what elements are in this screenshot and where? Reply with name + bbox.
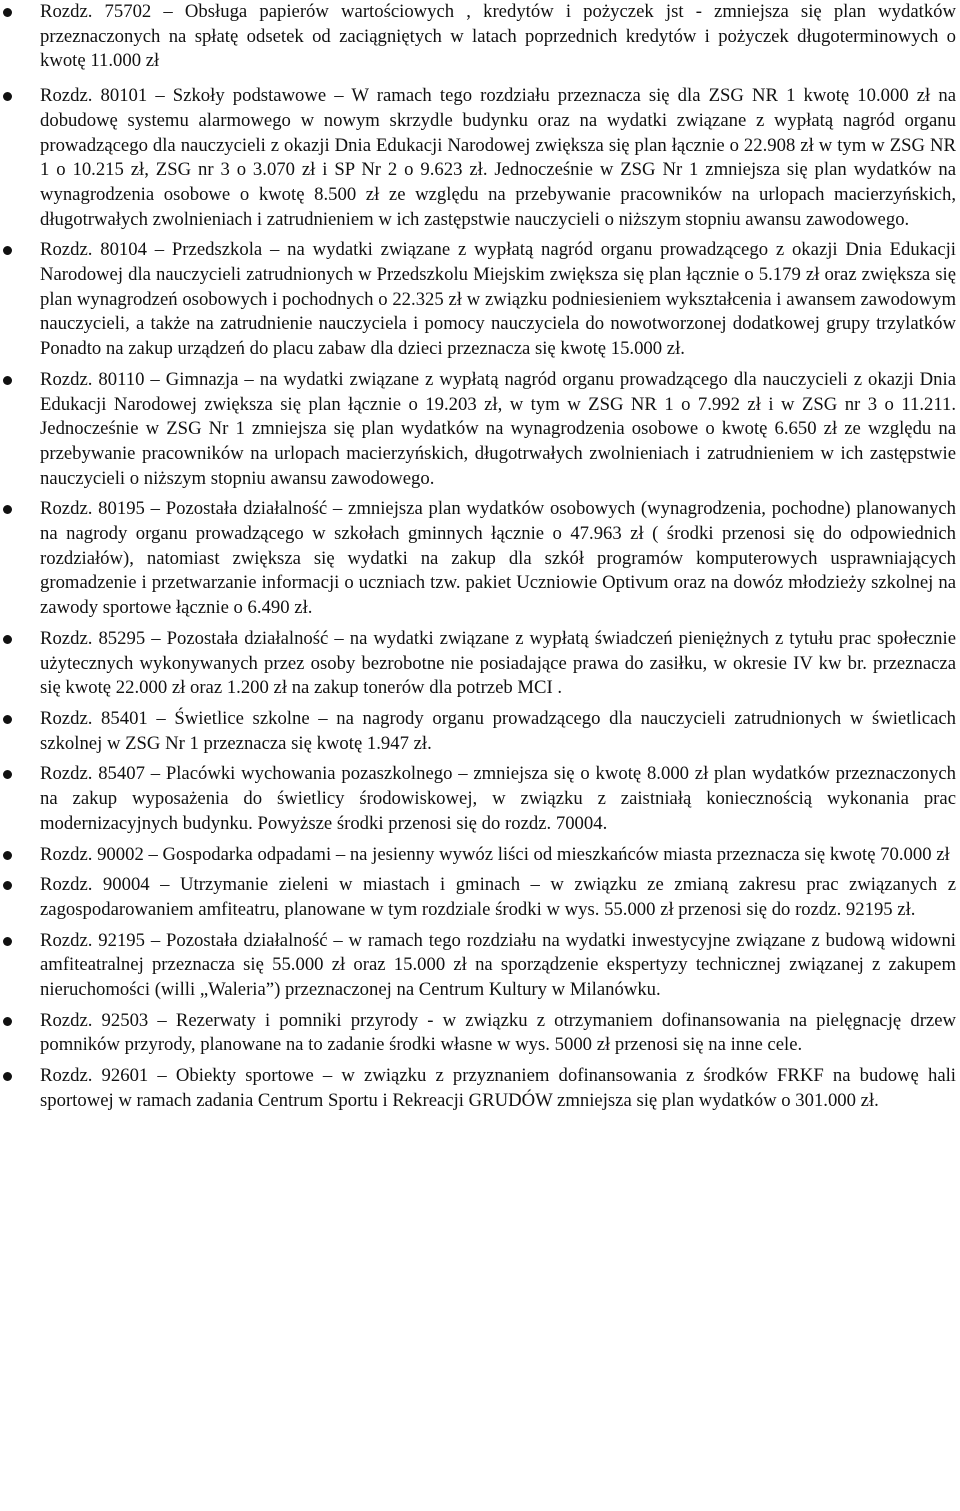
list-item-92601 <box>0 1064 956 1113</box>
bullet-icon <box>3 937 12 946</box>
list-item-92195 <box>0 929 956 1003</box>
list-item-80195 <box>0 497 956 621</box>
paragraph-text: Rozdz. 80110 – Gimnazja – na wydatki związane z wypłatą nagród organu prowadzącego dla nauczycieli z okazji Dnia Edukacji Narodowej zwiększa się plan łącznie o 19.203 zł, w tym w ZSG NR 1 o 7.992 zł i w ZSG nr 3 o 11.211. Jednocześnie w ZSG Nr 1 zmniejsza się plan wydatków na wynagrodzenia osobowe o kwotę 6.650 zł ze względu na przebywanie pracowników na urlopach macierzyńskich, długotrwałych zwolnieniach i zatrudnieniem w ich zastępstwie nauczycieli o niższym stopniu awansu zawodowego. <box>40 368 956 489</box>
bullet-icon <box>3 246 12 255</box>
list-item-75702 <box>0 0 956 74</box>
list-item-90002 <box>0 843 956 868</box>
bullet-icon <box>3 92 12 101</box>
bullet-icon <box>3 376 12 385</box>
bullet-icon <box>3 770 12 779</box>
bullet-icon <box>3 1072 12 1081</box>
list-item-85407 <box>0 762 956 836</box>
list-item-85401 <box>0 707 956 756</box>
paragraph-text: Rozdz. 75702 – Obsługa papierów wartościowych , kredytów i pożyczek jst - zmniejsza się plan wydatków przeznaczonych na spłatę odsetek od zaciągniętych w latach poprzednich kredytów i pożyczek długoterminowych o kwotę 11.000 zł <box>40 1 956 72</box>
list-item-90004 <box>0 873 956 922</box>
paragraph-text: Rozdz. 80101 – Szkoły podstawowe – W ramach tego rozdziału przeznacza się dla ZSG NR 1 kwotę 10.000 zł na dobudowę systemu alarmowego w nowym skrzydle budynku oraz na wydatki związane z wypłatą nagród organu prowadzącego dla nauczycieli z okazji Dnia Edukacji Narodowej zwiększa się plan łącznie o 22.908 zł w tym w ZSG NR 1 o 10.215 zł, ZSG nr 3 o 3.070 zł i SP Nr 2 o 9.623 zł. Jednocześnie w ZSG Nr 1 zmniejsza się plan wydatków na wynagrodzenia osobowe o kwotę 8.500 zł ze względu na przebywanie pracowników na urlopach macierzyńskich, długotrwałych zwolnieniach i zatrudnieniem w ich zastępstwie nauczycieli o niższym stopniu awansu zawodowego. <box>40 85 956 230</box>
list-item-92503 <box>0 1009 956 1058</box>
paragraph-text: Rozdz. 80195 – Pozostała działalność – zmniejsza plan wydatków osobowych (wynagrodzenia, pochodne) planowanych na nagrody organu prowadzącego w szkołach gminnych łącznie o 47.963 zł ( środki przenosi się do odpowiednich rozdziałów), natomiast zwiększa się wydatki na zakup dla szkół programów komputerowych usprawniających gromadzenie i przetwarzanie informacji o uczniach tzw. pakiet Uczniowie Optivum oraz na dowóz młodzieży szkolnej na zawody sportowe łącznie o 6.490 zł. <box>40 498 956 619</box>
paragraph-text: Rozdz. 85295 – Pozostała działalność – na wydatki związane z wypłatą świadczeń pieniężnych z tytułu prac społecznie użytecznych wykonywanych przez osoby bezrobotne nie posiadające prawa do zasiłku, w okresie IV kw br. przeznacza się kwotę 22.000 zł oraz 1.200 zł na zakup tonerów dla potrzeb MCI . <box>40 627 956 699</box>
paragraph-text: Rozdz. 85407 – Placówki wychowania pozaszkolnego – zmniejsza się o kwotę 8.000 zł plan wydatków przeznaczonych na zakup wyposażenia do świetlicy środowiskowej, w związku z zaistniałą koniecznością wykonania prac modernizacyjnych budynku. Powyższe środki przenosi się do rozdz. 70004. <box>40 763 956 834</box>
paragraph-text: Rozdz. 90004 – Utrzymanie zieleni w miastach i gminach – w związku ze zmianą zakresu prac związanych z zagospodarowaniem amfiteatru, planowane w tym rozdziale środki w wys. 55.000 zł przenosi się do rozdz. 92195 zł. <box>40 874 956 920</box>
bullet-icon <box>3 851 12 860</box>
bullet-icon <box>3 881 12 890</box>
bullet-icon <box>3 505 12 514</box>
bullet-icon <box>3 635 12 644</box>
paragraph-text: Rozdz. 92195 – Pozostała działalność – w ramach tego rozdziału na wydatki inwestycyjne związane z budową widowni amfiteatralnej przeznacza się 55.000 zł oraz 15.000 zł na sporządzenie ekspertyzy technicznej związanej z zakupem nieruchomości (willi „Waleria”) przeznaczonej na Centrum Kultury w Milanówku. <box>40 929 956 1001</box>
paragraph-text: Rozdz. 92601 – Obiekty sportowe – w związku z przyznaniem dofinansowania z środków FRKF na budowę hali sportowej w ramach zadania Centrum Sportu i Rekreacji GRUDÓW zmniejsza się plan wydatków o 301.000 zł. <box>40 1065 956 1111</box>
bullet-icon <box>3 715 12 724</box>
paragraph-text: Rozdz. 90002 – Gospodarka odpadami – na jesienny wywóz liści od mieszkańców miasta przeznacza się kwotę 70.000 zł <box>40 843 950 865</box>
paragraph-text: Rozdz. 92503 – Rezerwaty i pomniki przyrody - w związku z otrzymaniem dofinansowania na pielęgnację drzew pomników przyrody, planowane na to zadanie środki własne w wys. 5000 zł przenosi się na inne cele. <box>40 1009 956 1056</box>
bullet-icon <box>3 8 12 17</box>
list-item-85295 <box>0 627 956 701</box>
paragraph-text: Rozdz. 80104 – Przedszkola – na wydatki związane z wypłatą nagród organu prowadzącego z okazji Dnia Edukacji Narodowej dla nauczycieli zatrudnionych w Przedszkolu Miejskim zwiększa się plan łącznie o 5.179 zł oraz zwiększa się plan wynagrodzeń osobowych i pochodnych o 22.325 zł w związku podniesieniem wykształcenia i awansem zawodowym nauczycieli, a także na zatrudnienie nauczyciela i pomocy nauczyciela do nowotworzonej dodatkowej grupy trzylatków Ponadto na zakup urządzeń do placu zabaw dla dzieci przeznacza się kwotę 15.000 zł. <box>40 239 956 360</box>
bullet-icon <box>3 1017 12 1026</box>
list-item-80110 <box>0 368 956 492</box>
list-item-80101 <box>0 84 956 232</box>
paragraph-text: Rozdz. 85401 – Świetlice szkolne – na nagrody organu prowadzącego dla nauczycieli zatrudnionych w świetlicach szkolnej w ZSG Nr 1 przeznacza się kwotę 1.947 zł. <box>40 707 956 754</box>
list-item-80104 <box>0 238 956 362</box>
